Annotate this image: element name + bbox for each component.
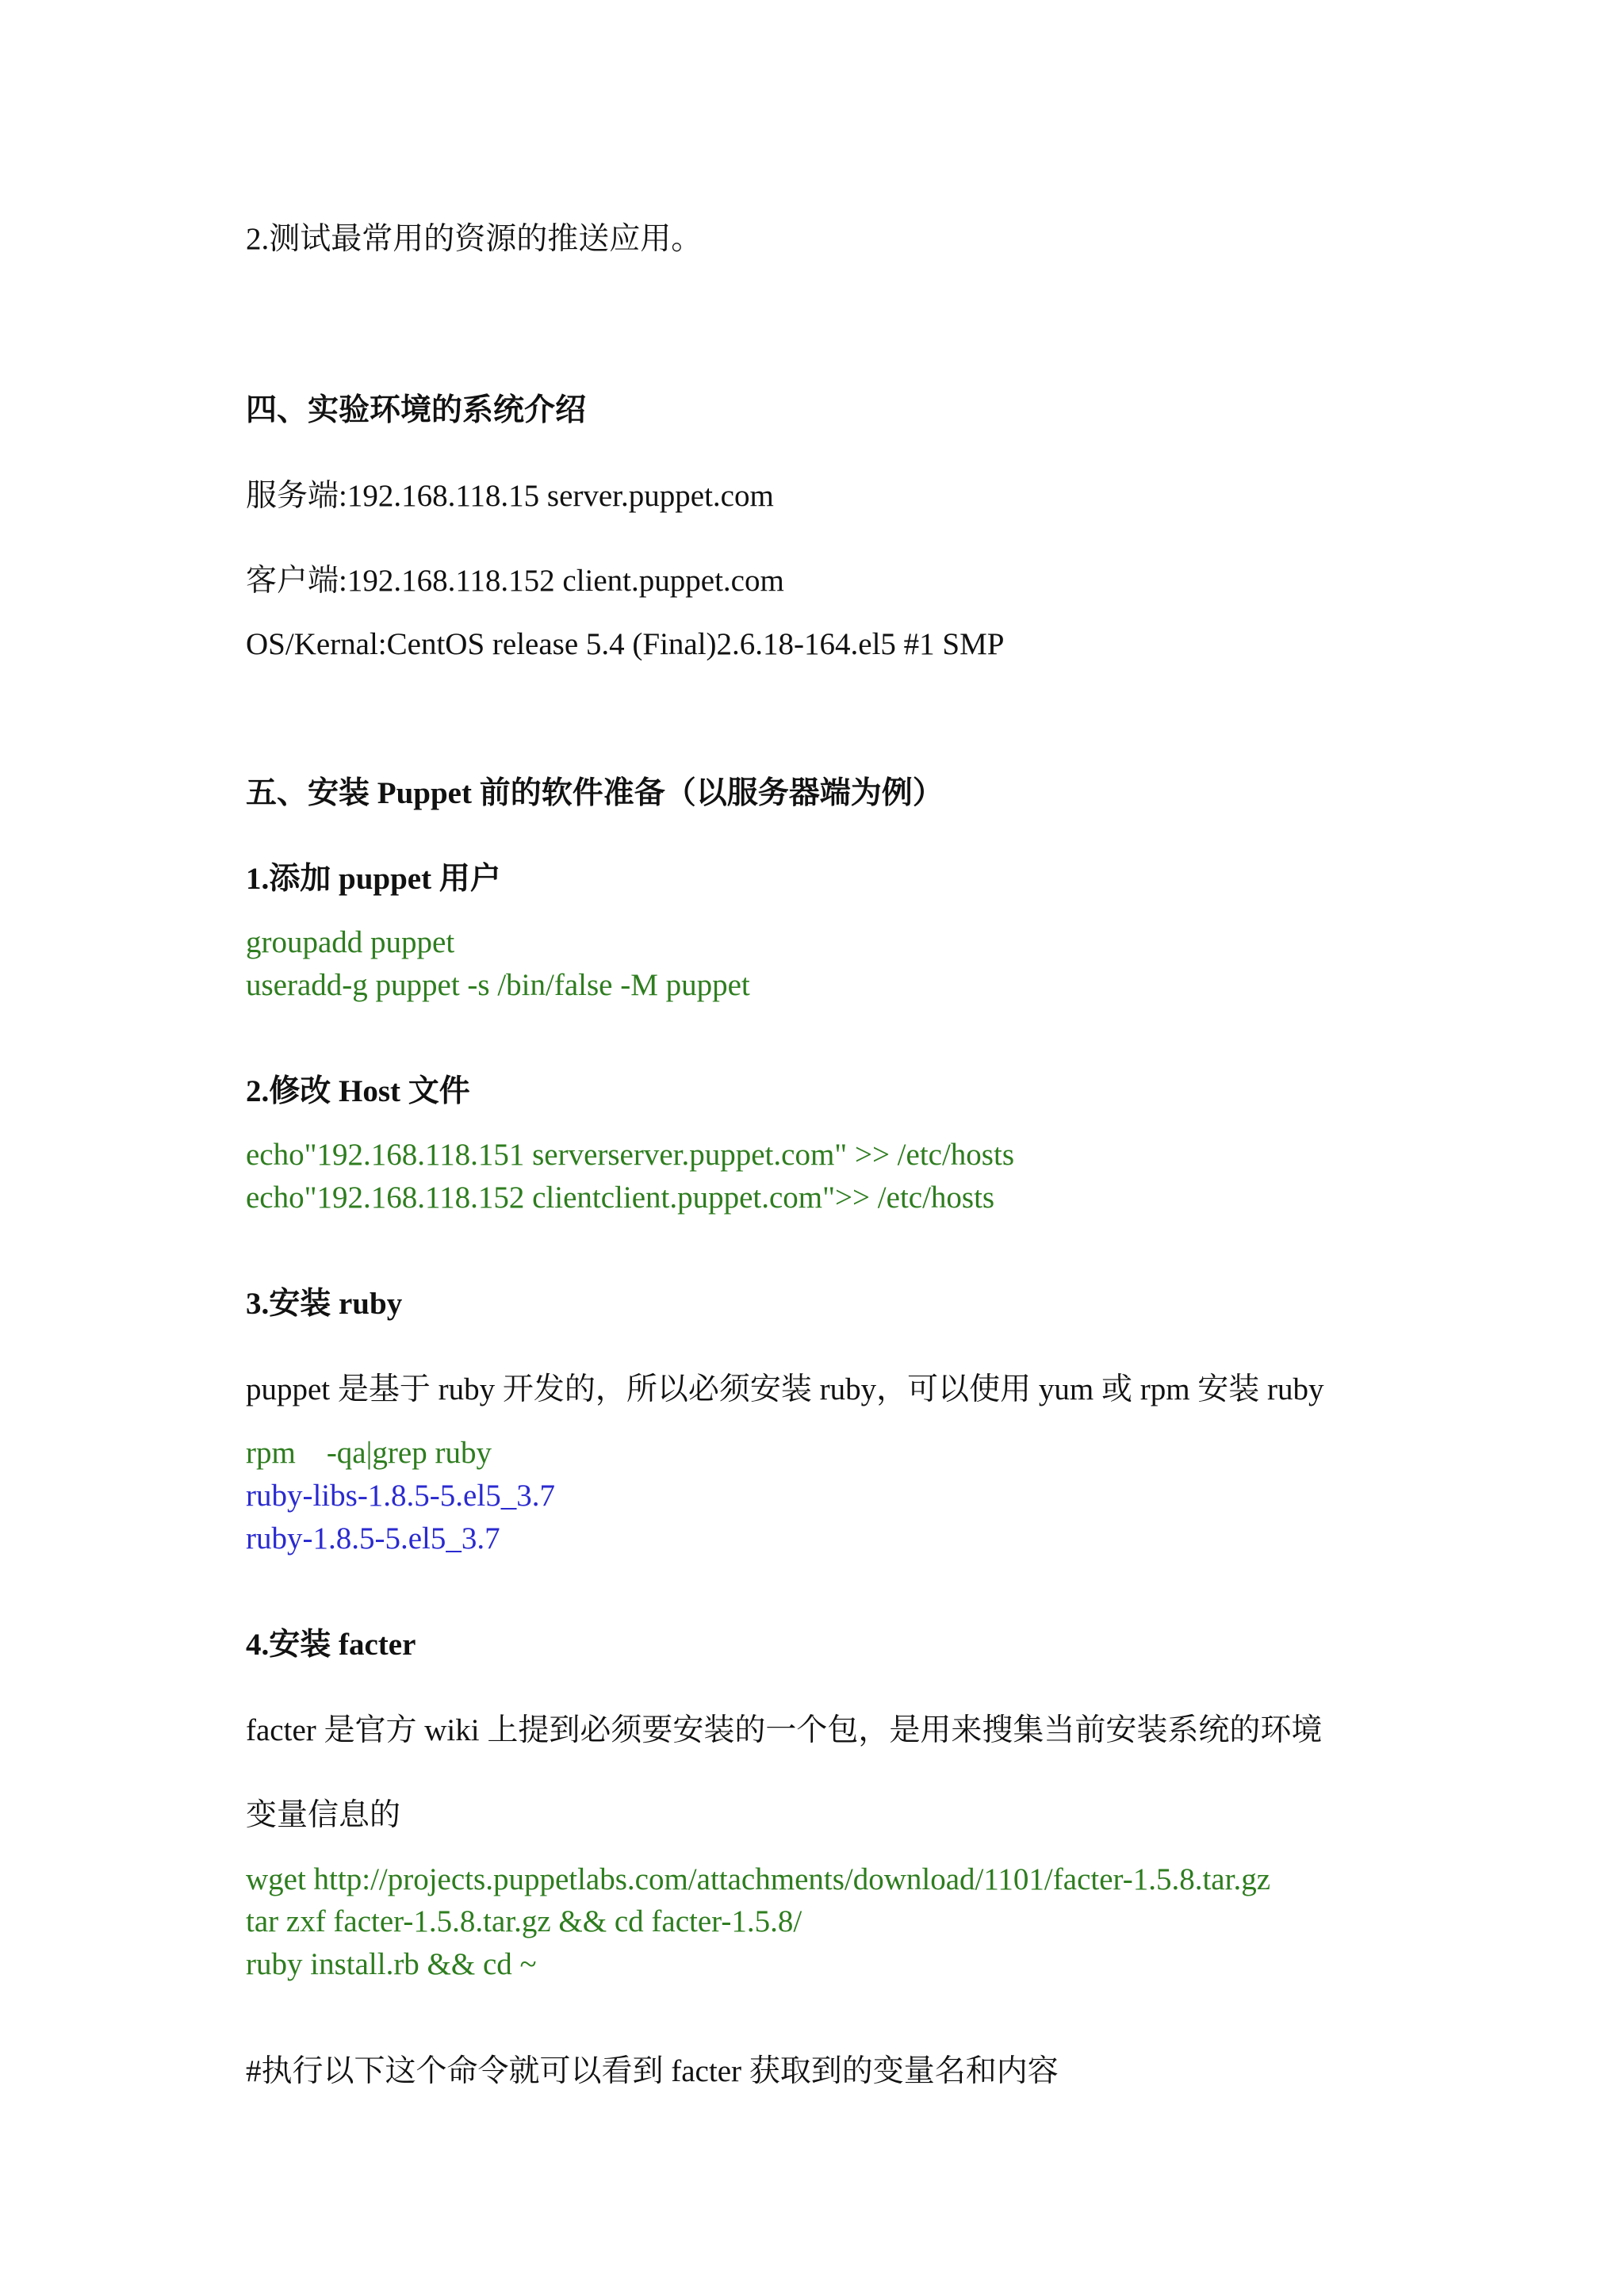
- code-line: useradd-g puppet -s /bin/false -M puppet: [246, 968, 750, 1002]
- output-line: ruby-libs-1.8.5-5.el5_3.7: [246, 1479, 555, 1513]
- code-line: ruby install.rb && cd ~: [246, 1947, 537, 1981]
- os-kernel-info: OS/Kernal:CentOS release 5.4 (Final)2.6.18-164.el5 #1 SMP: [246, 627, 1005, 661]
- step-4-note: #执行以下这个命令就可以看到 facter 获取到的变量名和内容: [246, 2054, 1059, 2088]
- step-4-heading: 4.安装 facter: [246, 1628, 416, 1662]
- step-3-description: puppet 是基于 ruby 开发的，所以必须安装 ruby，可以使用 yum 或 rpm 安装 ruby: [246, 1372, 1324, 1406]
- client-info: 客户端:192.168.118.152 client.puppet.com: [246, 564, 784, 598]
- step-2-heading: 2.修改 Host 文件: [246, 1074, 470, 1108]
- intro-item-2: 2.测试最常用的资源的推送应用。: [246, 222, 703, 256]
- step-1-heading: 1.添加 puppet 用户: [246, 862, 501, 896]
- step-4-description-line-1: facter 是官方 wiki 上提到必须要安装的一个包，是用来搜集当前安装系统的环境: [246, 1713, 1323, 1747]
- output-line: ruby-1.8.5-5.el5_3.7: [246, 1521, 500, 1556]
- section-5-heading: 五、安装 Puppet 前的软件准备（以服务器端为例）: [246, 776, 944, 810]
- code-line: echo"192.168.118.152 clientclient.puppet.com">> /etc/hosts: [246, 1181, 995, 1215]
- step-3-heading: 3.安装 ruby: [246, 1287, 403, 1321]
- server-info: 服务端:192.168.118.15 server.puppet.com: [246, 479, 774, 513]
- code-line: groupadd puppet: [246, 925, 455, 959]
- code-line: wget http://projects.puppetlabs.com/attachments/download/1101/facter-1.5.8.tar.gz: [246, 1862, 1271, 1896]
- section-4-heading: 四、实验环境的系统介绍: [246, 393, 587, 427]
- code-line: tar zxf facter-1.5.8.tar.gz && cd facter-1.5.8/: [246, 1904, 802, 1938]
- code-line: echo"192.168.118.151 serverserver.puppet.com" >> /etc/hosts: [246, 1138, 1015, 1172]
- step-4-description-line-2: 变量信息的: [246, 1798, 401, 1832]
- code-line: rpm -qa|grep ruby: [246, 1436, 492, 1470]
